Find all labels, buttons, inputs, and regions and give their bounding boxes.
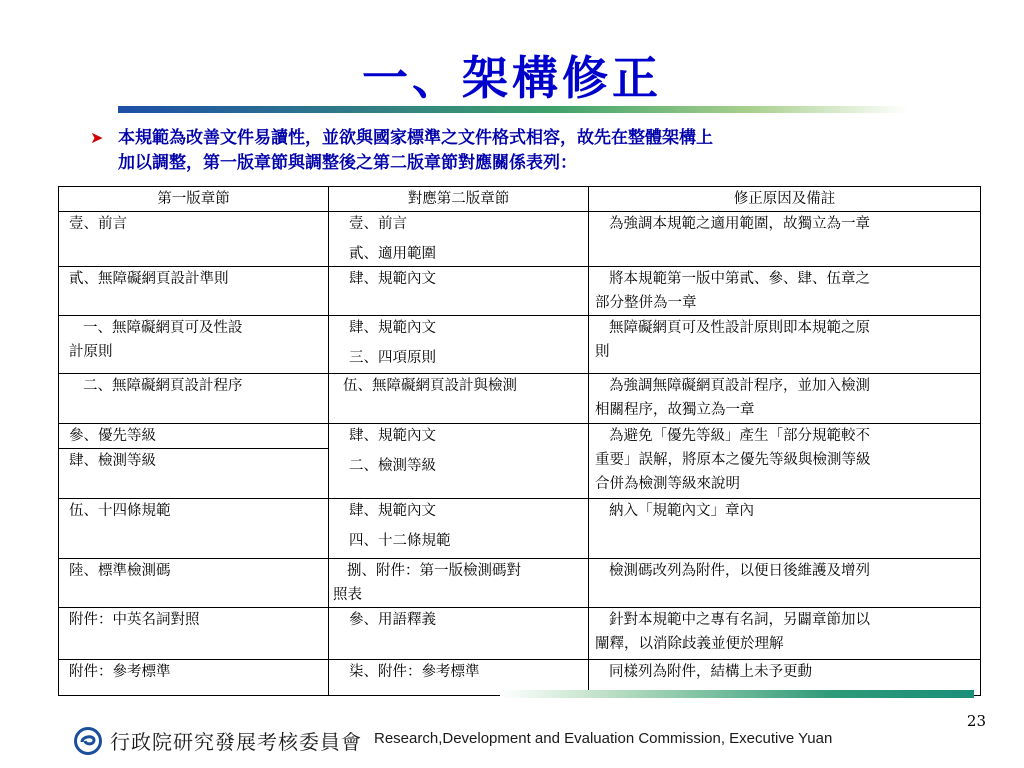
cell-second-edition — [329, 212, 589, 267]
table-row — [59, 608, 981, 660]
table-row — [59, 316, 981, 374]
cell-text: 二、檢測等級 — [349, 458, 436, 474]
cell-remarks — [589, 559, 981, 608]
cell-first-edition — [59, 212, 329, 267]
cell-first-edition — [59, 374, 329, 424]
cell-first-edition — [59, 499, 329, 559]
cell-text: 柒、附件：參考標準 — [349, 664, 480, 680]
cell-text: 針對本規範中之專有名詞，另闢章節加以 — [609, 612, 870, 628]
cell-text: 肆、規範內文 — [349, 271, 436, 287]
cell-text: 相關程序，故獨立為一章 — [595, 402, 755, 418]
cell-remarks — [589, 424, 981, 499]
cell-text: 合併為檢測等級來說明 — [595, 476, 740, 492]
cell-text: 則 — [595, 344, 610, 360]
cell-remarks — [589, 608, 981, 660]
table-header-row — [59, 187, 981, 212]
cell-text: 二、無障礙網頁設計程序 — [83, 378, 243, 394]
cell-first-edition — [59, 660, 329, 696]
cell-remarks — [589, 316, 981, 374]
cell-remarks — [589, 499, 981, 559]
cell-remarks — [589, 212, 981, 267]
cell-text: 伍、十四條規範 — [69, 503, 171, 519]
header-first-edition: 第一版章節 — [59, 187, 329, 212]
table-row — [59, 374, 981, 424]
cell-text: 附件：參考標準 — [69, 664, 171, 680]
cell-text: 照表 — [333, 587, 362, 603]
arrow-bullet-icon: ➤ — [90, 128, 104, 147]
cell-remarks — [589, 267, 981, 316]
cell-text: 無障礙網頁可及性設計原則即本規範之原 — [609, 320, 870, 336]
cell-text: 貳、無障礙網頁設計準則 — [69, 271, 229, 287]
header-second-edition: 對應第二版章節 — [329, 187, 589, 212]
table-row — [59, 559, 981, 608]
cell-first-edition — [59, 449, 329, 499]
table-row — [59, 424, 981, 449]
table-row — [59, 499, 981, 559]
cell-text: 納入「規範內文」章內 — [609, 503, 754, 519]
slide-title: 一、架構修正 — [362, 51, 662, 105]
chapter-mapping-table — [58, 186, 981, 696]
cell-text: 伍、無障礙網頁設計與檢測 — [343, 378, 517, 394]
cell-text: 為避免「優先等級」產生「部分規範較不 — [609, 428, 870, 444]
cell-second-edition — [329, 316, 589, 374]
cell-second-edition — [329, 424, 589, 499]
footer-org-chinese: 行政院研究發展考核委員會 — [110, 730, 362, 754]
cell-text: 重要」誤解，將原本之優先等級與檢測等級 — [595, 452, 871, 468]
intro-text — [118, 126, 950, 176]
cell-text: 計原則 — [69, 344, 113, 360]
cell-text: 參、用語釋義 — [349, 612, 436, 628]
cell-text: 壹、前言 — [349, 216, 407, 232]
table-row — [59, 212, 981, 267]
cell-text: 為強調本規範之適用範圍，故獨立為一章 — [609, 216, 870, 232]
cell-second-edition — [329, 499, 589, 559]
title-underline — [118, 106, 908, 113]
cell-text: 部分整併為一章 — [595, 295, 697, 311]
cell-first-edition — [59, 608, 329, 660]
cell-first-edition — [59, 559, 329, 608]
cell-second-edition — [329, 608, 589, 660]
cell-second-edition — [329, 267, 589, 316]
cell-text: 附件：中英名詞對照 — [69, 612, 200, 628]
cell-remarks — [589, 374, 981, 424]
header-remarks: 修正原因及備註 — [589, 187, 981, 212]
cell-text: 將本規範第一版中第貳、參、肆、伍章之 — [609, 271, 870, 287]
cell-first-edition — [59, 267, 329, 316]
cell-text: 三、四項原則 — [349, 350, 436, 366]
cell-second-edition — [329, 559, 589, 608]
footer-accent-bar — [500, 690, 974, 698]
cell-text: 肆、檢測等級 — [69, 453, 156, 469]
table-row — [59, 267, 981, 316]
cell-text: 一、無障礙網頁可及性設 — [83, 320, 243, 336]
cell-text: 壹、前言 — [69, 216, 127, 232]
intro-bullet — [90, 126, 950, 176]
cell-text: 肆、規範內文 — [349, 320, 436, 336]
page-number: 23 — [966, 712, 986, 730]
cell-text: 同樣列為附件，結構上未予更動 — [609, 664, 812, 680]
cell-text: 捌、附件：第一版檢測碼對 — [347, 563, 521, 579]
footer-org-english: Research,Development and Evaluation Commission, Executive Yuan — [374, 730, 833, 747]
intro-line-1: 本規範為改善文件易讀性，並欲與國家標準之文件格式相容，故先在整體架構上 — [118, 128, 713, 148]
cell-text: 四、十二條規範 — [349, 533, 451, 549]
cell-text: 陸、標準檢測碼 — [69, 563, 171, 579]
cell-second-edition — [329, 374, 589, 424]
cell-text: 肆、規範內文 — [349, 428, 436, 444]
cell-text: 肆、規範內文 — [349, 503, 436, 519]
cell-text: 闡釋，以消除歧義並便於理解 — [595, 636, 784, 652]
cell-first-edition — [59, 424, 329, 449]
cell-text: 為強調無障礙網頁設計程序，並加入檢測 — [609, 378, 870, 394]
cell-text: 參、優先等級 — [69, 428, 156, 444]
cell-text: 貳、適用範圍 — [349, 246, 436, 262]
cell-first-edition — [59, 316, 329, 374]
intro-line-2: 加以調整，第一版章節與調整後之第二版章節對應關係表列： — [118, 153, 577, 173]
cell-text: 檢測碼改列為附件，以便日後維護及增列 — [609, 563, 870, 579]
rdec-logo-icon — [74, 727, 102, 755]
